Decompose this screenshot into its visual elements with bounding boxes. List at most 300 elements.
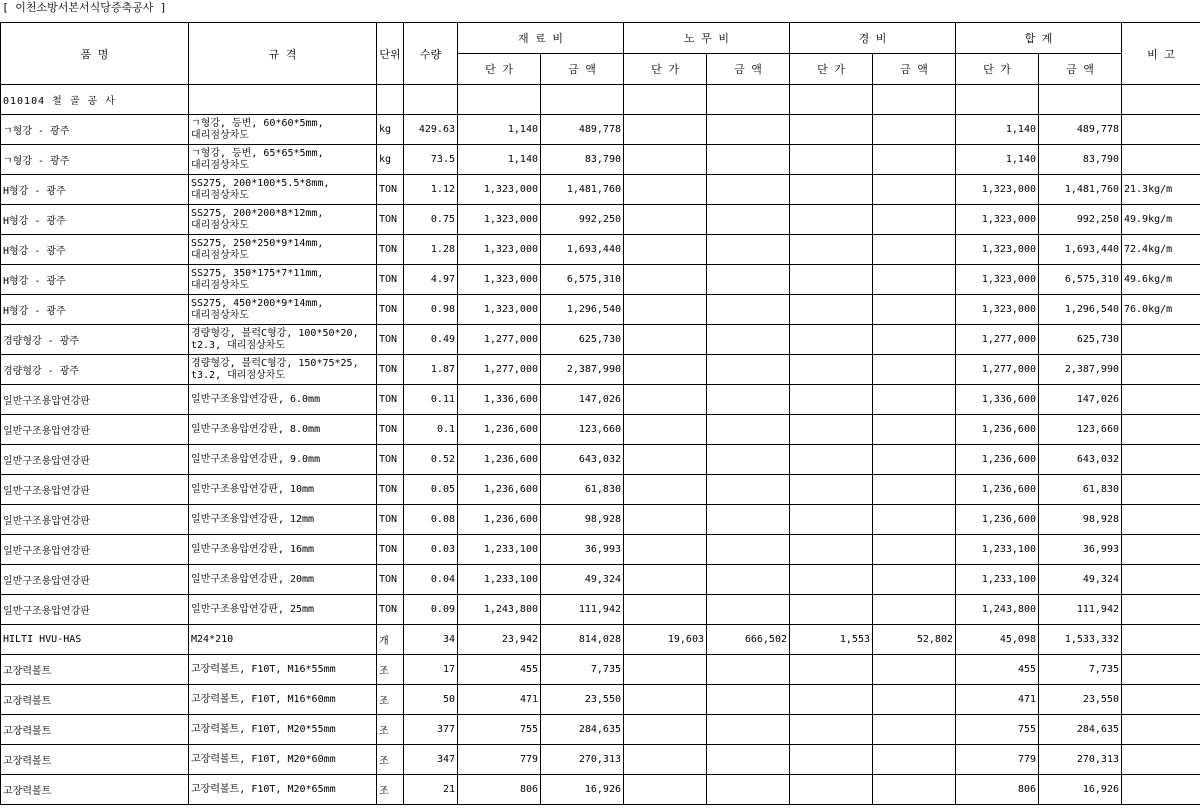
cell-material-amount: 36,993 [541, 535, 624, 565]
cell-material-amount: 270,313 [541, 745, 624, 775]
cell-material-amount: 6,575,310 [541, 265, 624, 295]
header-material-amount: 금 액 [541, 54, 624, 85]
cell-material-unit-price: 1,236,600 [458, 415, 541, 445]
cell-qty: 34 [404, 625, 458, 655]
cell-item: H형강 - 광주 [1, 295, 189, 325]
cell-item: 일반구조용압연강판 [1, 415, 189, 445]
cell-expense-unit-price [790, 205, 873, 235]
cell-expense-unit-price [790, 415, 873, 445]
cell-unit: TON [377, 445, 404, 475]
cell-expense-unit-price [790, 595, 873, 625]
table-row [1, 565, 1200, 595]
cell-note: 72.4kg/m [1122, 235, 1200, 265]
cell-spec: 일반구조용압연강판, 8.0mm [189, 415, 377, 445]
cell-labor-unit-price [624, 595, 707, 625]
header-labor-unit-price: 단 가 [624, 54, 707, 85]
cell-expense-unit-price [790, 565, 873, 595]
table-row [1, 205, 1200, 235]
cell-item: 일반구조용압연강판 [1, 445, 189, 475]
cell-material-unit-price: 1,323,000 [458, 235, 541, 265]
cell-note [1122, 445, 1200, 475]
cell-labor-unit-price [624, 445, 707, 475]
cell-qty: 0.98 [404, 295, 458, 325]
cell-note [1122, 325, 1200, 355]
cell-unit: TON [377, 535, 404, 565]
cell-note [1122, 655, 1200, 685]
cell-labor-amount [707, 475, 790, 505]
cell-spec: 일반구조용압연강판, 16mm [189, 535, 377, 565]
cell-qty: 0.1 [404, 415, 458, 445]
cell-material-unit-price: 1,140 [458, 145, 541, 175]
cell-material-unit-price: 23,942 [458, 625, 541, 655]
cell-expense-unit-price [790, 325, 873, 355]
cell-note [1122, 535, 1200, 565]
cell-labor-unit-price [624, 175, 707, 205]
cell-qty: 0.52 [404, 445, 458, 475]
cell-expense-amount [873, 355, 956, 385]
table-row [1, 265, 1200, 295]
table-row [1, 745, 1200, 775]
header-expense-amount: 금 액 [873, 54, 956, 85]
table-row [1, 595, 1200, 625]
cell-spec: 경량형강, 블럭C형강, 150*75*25, t3.2, 대리점상차도 [189, 355, 377, 385]
cell-material-amount: 83,790 [541, 145, 624, 175]
cell-item: HILTI HVU-HAS [1, 625, 189, 655]
cell-item: 일반구조용압연강판 [1, 385, 189, 415]
cell-item: ㄱ형강 - 광주 [1, 145, 189, 175]
cell-qty: 0.03 [404, 535, 458, 565]
table-row [1, 505, 1200, 535]
table-row [1, 145, 1200, 175]
cell-qty: 0.11 [404, 385, 458, 415]
cell-total-amount: 147,026 [1039, 385, 1122, 415]
cell-total-unit-price: 1,140 [956, 115, 1039, 145]
cell-labor-unit-price [624, 535, 707, 565]
table-body [1, 85, 1200, 805]
cell-material-amount: 23,550 [541, 685, 624, 715]
cell-qty: 0.04 [404, 565, 458, 595]
cell-total-unit-price: 1,236,600 [956, 475, 1039, 505]
cell-total-amount: 1,481,760 [1039, 175, 1122, 205]
cell-note [1122, 475, 1200, 505]
cell-item: H형강 - 광주 [1, 205, 189, 235]
cell-labor-unit-price [624, 325, 707, 355]
cell-unit: TON [377, 415, 404, 445]
cell-total-unit-price: 779 [956, 745, 1039, 775]
cell-spec: SS275, 200*200*8*12mm, 대리점상차도 [189, 205, 377, 235]
cell-material-unit-price: 455 [458, 655, 541, 685]
cell-spec: SS275, 350*175*7*11mm, 대리점상차도 [189, 265, 377, 295]
cell-total-amount: 643,032 [1039, 445, 1122, 475]
cell-qty: 21 [404, 775, 458, 805]
cell-total-unit-price: 755 [956, 715, 1039, 745]
cell-labor-unit-price [624, 295, 707, 325]
cell-item: 일반구조용압연강판 [1, 535, 189, 565]
cell-material-unit-price: 1,277,000 [458, 325, 541, 355]
cell-labor-unit-price [624, 205, 707, 235]
cell-qty: 377 [404, 715, 458, 745]
cost-breakdown-table [0, 22, 1200, 805]
cell-total-unit-price: 455 [956, 655, 1039, 685]
cell-total-amount: 111,942 [1039, 595, 1122, 625]
cell-expense-unit-price [790, 175, 873, 205]
cell-expense-unit-price [790, 445, 873, 475]
cell-labor-unit-price: 19,603 [624, 625, 707, 655]
header-total: 합 계 [956, 23, 1122, 54]
cell-labor-amount [707, 235, 790, 265]
cell-total-amount: 270,313 [1039, 745, 1122, 775]
cell-labor-amount [707, 295, 790, 325]
cell-spec: 고장력볼트, F10T, M20*65mm [189, 775, 377, 805]
table-row [1, 355, 1200, 385]
cell-material-unit-price: 1,236,600 [458, 505, 541, 535]
cell-labor-amount [707, 355, 790, 385]
cell-labor-amount [707, 565, 790, 595]
cell-expense-amount [873, 145, 956, 175]
cell-unit: 조 [377, 655, 404, 685]
cell-material-amount: 625,730 [541, 325, 624, 355]
cell-note [1122, 745, 1200, 775]
cell-total-amount: 98,928 [1039, 505, 1122, 535]
cell-labor-amount [707, 595, 790, 625]
header-material: 재 료 비 [458, 23, 624, 54]
cell-material-unit-price: 1,323,000 [458, 175, 541, 205]
cell-qty: 1.28 [404, 235, 458, 265]
cell-expense-amount [873, 415, 956, 445]
cell-note: 49.9kg/m [1122, 205, 1200, 235]
cell-total-amount: 23,550 [1039, 685, 1122, 715]
cell-expense-unit-price [790, 115, 873, 145]
table-row [1, 295, 1200, 325]
cell-note [1122, 685, 1200, 715]
cell-unit: 조 [377, 745, 404, 775]
cell-spec: 고장력볼트, F10T, M20*60mm [189, 745, 377, 775]
cell-qty: 73.5 [404, 145, 458, 175]
cell-unit: kg [377, 145, 404, 175]
header-unit: 단위 [377, 23, 404, 85]
cell-material-amount: 111,942 [541, 595, 624, 625]
cell-unit: TON [377, 325, 404, 355]
cell-qty: 1.12 [404, 175, 458, 205]
cell-total-unit-price: 1,236,600 [956, 445, 1039, 475]
cell-qty: 0.08 [404, 505, 458, 535]
cell-material-amount: 147,026 [541, 385, 624, 415]
cell-total-unit-price: 45,098 [956, 625, 1039, 655]
cell-unit: TON [377, 265, 404, 295]
table-row [1, 175, 1200, 205]
table-row [1, 385, 1200, 415]
cell-labor-unit-price [624, 565, 707, 595]
header-note: 비 고 [1122, 23, 1200, 85]
header-labor: 노 무 비 [624, 23, 790, 54]
cell-item: 고장력볼트 [1, 685, 189, 715]
cell-material-unit-price: 1,323,000 [458, 295, 541, 325]
cell-material-unit-price: 471 [458, 685, 541, 715]
cell-qty: 347 [404, 745, 458, 775]
cell-total-amount: 1,533,332 [1039, 625, 1122, 655]
table-row [1, 415, 1200, 445]
cell-total-amount: 992,250 [1039, 205, 1122, 235]
cell-material-amount: 814,028 [541, 625, 624, 655]
cell-total-unit-price: 1,323,000 [956, 295, 1039, 325]
cell-item: 일반구조용압연강판 [1, 505, 189, 535]
cell-item: 일반구조용압연강판 [1, 595, 189, 625]
cell-item: 경량형강 - 광주 [1, 355, 189, 385]
cell-item: H형강 - 광주 [1, 265, 189, 295]
cell-labor-amount [707, 385, 790, 415]
cell-labor-amount [707, 655, 790, 685]
cell-labor-unit-price [624, 385, 707, 415]
cell-total-unit-price: 1,140 [956, 145, 1039, 175]
cell-qty: 1.87 [404, 355, 458, 385]
cell-unit: 조 [377, 775, 404, 805]
cell-labor-unit-price [624, 655, 707, 685]
cell-item: ㄱ형강 - 광주 [1, 115, 189, 145]
cell-expense-amount [873, 265, 956, 295]
cell-material-amount: 98,928 [541, 505, 624, 535]
cell-labor-amount [707, 445, 790, 475]
cell-qty: 429.63 [404, 115, 458, 145]
table-header [1, 23, 1200, 85]
cell-expense-amount [873, 385, 956, 415]
cell-expense-unit-price [790, 355, 873, 385]
cell-material-amount: 643,032 [541, 445, 624, 475]
cell-labor-unit-price [624, 775, 707, 805]
cell-labor-amount [707, 145, 790, 175]
cell-expense-unit-price [790, 715, 873, 745]
cell-total-unit-price: 1,323,000 [956, 235, 1039, 265]
cell-total-unit-price: 1,323,000 [956, 175, 1039, 205]
cell-labor-unit-price [624, 145, 707, 175]
cell-labor-amount [707, 745, 790, 775]
cell-qty: 0.75 [404, 205, 458, 235]
cell-expense-unit-price [790, 655, 873, 685]
cell-expense-amount [873, 655, 956, 685]
cell-expense-unit-price [790, 505, 873, 535]
cell-material-amount: 1,481,760 [541, 175, 624, 205]
cell-labor-amount: 666,502 [707, 625, 790, 655]
cell-material-amount: 992,250 [541, 205, 624, 235]
cell-material-amount: 7,735 [541, 655, 624, 685]
cell-labor-amount [707, 265, 790, 295]
cell-total-amount: 49,324 [1039, 565, 1122, 595]
cell-unit: TON [377, 595, 404, 625]
cell-total-unit-price: 1,236,600 [956, 415, 1039, 445]
cell-total-amount: 625,730 [1039, 325, 1122, 355]
cell-total-amount: 123,660 [1039, 415, 1122, 445]
cell-labor-unit-price [624, 715, 707, 745]
cell-total-unit-price: 1,233,100 [956, 535, 1039, 565]
cell-expense-amount [873, 295, 956, 325]
cell-qty: 17 [404, 655, 458, 685]
cell-note [1122, 565, 1200, 595]
cell-labor-amount [707, 325, 790, 355]
cell-material-unit-price: 1,323,000 [458, 205, 541, 235]
table-row [1, 655, 1200, 685]
cell-expense-amount [873, 175, 956, 205]
cell-expense-amount [873, 505, 956, 535]
cell-item: 고장력볼트 [1, 745, 189, 775]
document-title: [ 이천소방서본서식당증축공사 ] [2, 1, 167, 14]
cell-expense-amount [873, 565, 956, 595]
cell-spec: 일반구조용압연강판, 10mm [189, 475, 377, 505]
cell-spec: 경량형강, 블럭C형강, 100*50*20, t2.3, 대리점상차도 [189, 325, 377, 355]
table-row [1, 445, 1200, 475]
cell-total-amount: 284,635 [1039, 715, 1122, 745]
cell-item: H형강 - 광주 [1, 175, 189, 205]
cell-note: 76.0kg/m [1122, 295, 1200, 325]
cell-total-unit-price: 1,277,000 [956, 355, 1039, 385]
cell-unit: TON [377, 385, 404, 415]
cell-total-unit-price: 1,277,000 [956, 325, 1039, 355]
cell-material-unit-price: 1,243,800 [458, 595, 541, 625]
cell-labor-amount [707, 505, 790, 535]
cell-labor-amount [707, 175, 790, 205]
cell-material-amount: 284,635 [541, 715, 624, 745]
cell-material-amount: 61,830 [541, 475, 624, 505]
cell-note [1122, 415, 1200, 445]
cell-total-unit-price: 1,323,000 [956, 205, 1039, 235]
cell-total-unit-price: 1,236,600 [956, 505, 1039, 535]
cell-labor-unit-price [624, 505, 707, 535]
cell-total-unit-price: 1,233,100 [956, 565, 1039, 595]
cell-unit: TON [377, 355, 404, 385]
cell-material-unit-price: 1,277,000 [458, 355, 541, 385]
cell-note [1122, 355, 1200, 385]
table-row [1, 775, 1200, 805]
cell-labor-amount [707, 205, 790, 235]
table-row [1, 475, 1200, 505]
cell-material-unit-price: 1,236,600 [458, 445, 541, 475]
cell-labor-amount [707, 415, 790, 445]
cell-labor-unit-price [624, 355, 707, 385]
cell-expense-unit-price [790, 265, 873, 295]
cell-unit: TON [377, 295, 404, 325]
cell-expense-unit-price [790, 535, 873, 565]
cell-total-unit-price: 1,323,000 [956, 265, 1039, 295]
cell-spec: 일반구조용압연강판, 12mm [189, 505, 377, 535]
cell-total-amount: 1,693,440 [1039, 235, 1122, 265]
cell-item: H형강 - 광주 [1, 235, 189, 265]
cell-note [1122, 715, 1200, 745]
cell-expense-amount [873, 775, 956, 805]
cell-qty: 0.05 [404, 475, 458, 505]
cell-qty: 0.49 [404, 325, 458, 355]
header-material-unit-price: 단 가 [458, 54, 541, 85]
cell-expense-unit-price [790, 385, 873, 415]
cell-material-amount: 123,660 [541, 415, 624, 445]
cell-qty: 50 [404, 685, 458, 715]
cell-total-amount: 83,790 [1039, 145, 1122, 175]
cell-unit: TON [377, 475, 404, 505]
cell-spec: 일반구조용압연강판, 9.0mm [189, 445, 377, 475]
table-row [1, 235, 1200, 265]
cell-material-unit-price: 1,233,100 [458, 535, 541, 565]
cell-material-unit-price: 1,140 [458, 115, 541, 145]
header-item: 품 명 [1, 23, 189, 85]
cell-labor-unit-price [624, 115, 707, 145]
cell-expense-unit-price [790, 295, 873, 325]
cell-total-unit-price: 1,243,800 [956, 595, 1039, 625]
cell-total-amount: 16,926 [1039, 775, 1122, 805]
cell-total-amount: 61,830 [1039, 475, 1122, 505]
cell-total-unit-price: 806 [956, 775, 1039, 805]
cell-note [1122, 145, 1200, 175]
header-qty: 수량 [404, 23, 458, 85]
cell-spec: 일반구조용압연강판, 25mm [189, 595, 377, 625]
cell-material-unit-price: 1,233,100 [458, 565, 541, 595]
section-title: 010104 철 골 공 사 [1, 85, 189, 115]
cell-expense-amount: 52,802 [873, 625, 956, 655]
cell-note [1122, 385, 1200, 415]
cell-spec: 일반구조용압연강판, 6.0mm [189, 385, 377, 415]
cell-spec: M24*210 [189, 625, 377, 655]
cell-labor-unit-price [624, 235, 707, 265]
cell-spec: ㄱ형강, 등변, 60*60*5mm, 대리점상차도 [189, 115, 377, 145]
cell-expense-unit-price: 1,553 [790, 625, 873, 655]
cell-unit: TON [377, 175, 404, 205]
cell-labor-unit-price [624, 415, 707, 445]
cell-spec: 고장력볼트, F10T, M16*60mm [189, 685, 377, 715]
cell-total-amount: 1,296,540 [1039, 295, 1122, 325]
cell-spec: SS275, 200*100*5.5*8mm, 대리점상차도 [189, 175, 377, 205]
cell-labor-unit-price [624, 265, 707, 295]
cell-total-amount: 7,735 [1039, 655, 1122, 685]
cell-expense-unit-price [790, 475, 873, 505]
cell-expense-unit-price [790, 745, 873, 775]
cell-expense-amount [873, 115, 956, 145]
cell-labor-amount [707, 685, 790, 715]
cell-expense-amount [873, 745, 956, 775]
cell-qty: 0.09 [404, 595, 458, 625]
cell-unit: 개 [377, 625, 404, 655]
cell-material-unit-price: 779 [458, 745, 541, 775]
cell-material-unit-price: 1,336,600 [458, 385, 541, 415]
cell-labor-unit-price [624, 685, 707, 715]
table-row [1, 115, 1200, 145]
cell-item: 고장력볼트 [1, 775, 189, 805]
cell-labor-amount [707, 715, 790, 745]
cell-expense-amount [873, 535, 956, 565]
cell-spec: SS275, 250*250*9*14mm, 대리점상차도 [189, 235, 377, 265]
cell-unit: TON [377, 565, 404, 595]
cell-note [1122, 595, 1200, 625]
cell-expense-amount [873, 325, 956, 355]
cell-expense-amount [873, 475, 956, 505]
cell-unit: kg [377, 115, 404, 145]
cell-spec: ㄱ형강, 등변, 65*65*5mm, 대리점상차도 [189, 145, 377, 175]
cell-note [1122, 505, 1200, 535]
cell-material-unit-price: 806 [458, 775, 541, 805]
cell-unit: TON [377, 235, 404, 265]
cell-labor-unit-price [624, 745, 707, 775]
section-row [1, 85, 1200, 115]
cell-material-amount: 1,693,440 [541, 235, 624, 265]
cell-note: 21.3kg/m [1122, 175, 1200, 205]
cell-note [1122, 625, 1200, 655]
cell-spec: 일반구조용압연강판, 20mm [189, 565, 377, 595]
cell-unit: 조 [377, 715, 404, 745]
cell-material-amount: 49,324 [541, 565, 624, 595]
cell-labor-amount [707, 535, 790, 565]
cell-unit: 조 [377, 685, 404, 715]
cell-qty: 4.97 [404, 265, 458, 295]
cell-material-amount: 16,926 [541, 775, 624, 805]
header-expense-unit-price: 단 가 [790, 54, 873, 85]
cell-labor-amount [707, 775, 790, 805]
cell-expense-amount [873, 205, 956, 235]
cell-note [1122, 115, 1200, 145]
